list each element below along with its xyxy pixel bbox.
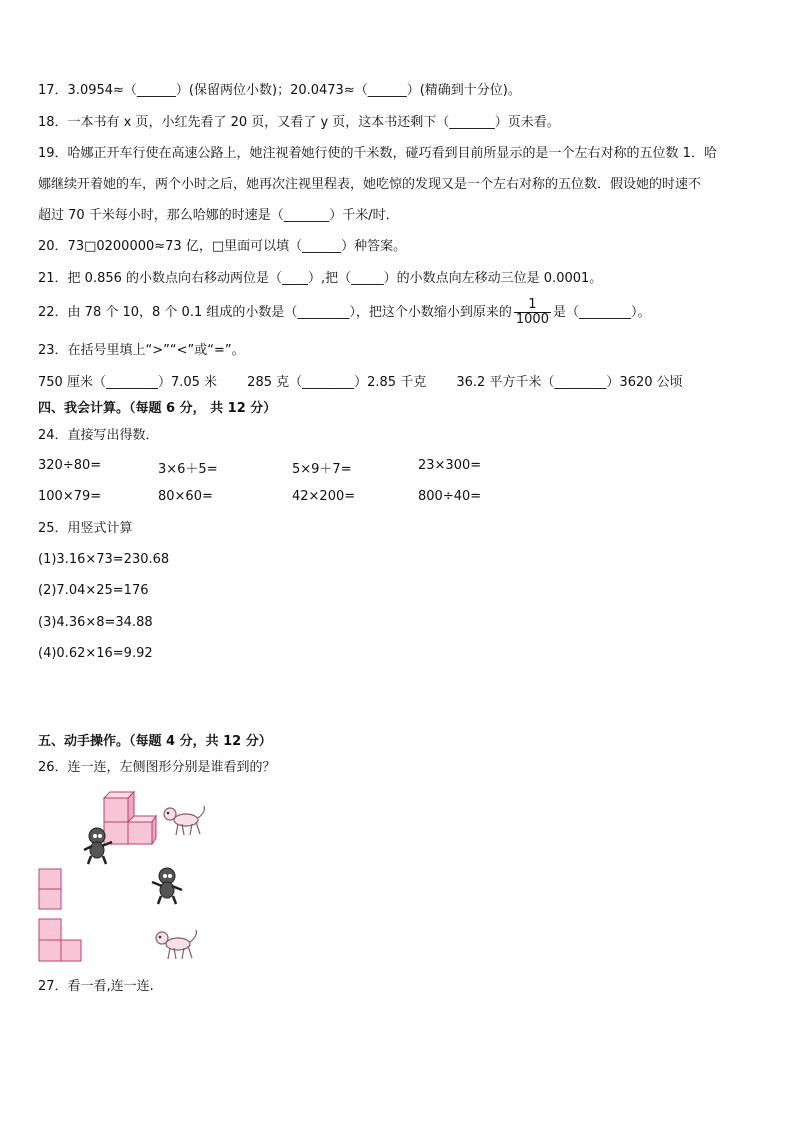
dog-icon [152, 926, 200, 962]
compare-item-1: 750 厘米（________）7.05 米 [38, 375, 218, 390]
dog-icon [160, 802, 208, 838]
calc-1: 320÷80= [38, 458, 102, 473]
vertical-calc-2: (2)7.04×25=176 [38, 583, 149, 598]
question-22-before: 22．由 78 个 10，8 个 0.1 组成的小数是（________），把这个小数缩小到原来的 [38, 305, 512, 320]
section-4-heading: 四、我会计算。（每题 6 分， 共 12 分） [38, 401, 277, 416]
question-17: 17．3.0954≈（______）(保留两位小数)；20.0473≈（______）(精确到十分位)。 [38, 83, 521, 98]
calc-3: 5×9＋7= [292, 462, 352, 477]
question-23-items [38, 374, 683, 392]
calc-6: 80×60= [158, 489, 213, 504]
vertical-calc-3: (3)4.36×8=34.88 [38, 615, 153, 630]
calc-8: 800÷40= [418, 489, 482, 504]
question-27-title: 27．看一看,连一连. [38, 979, 154, 994]
question-19-line-3: 超过 70 千米每小时，那么哈娜的时速是（_______）千米/时． [38, 208, 399, 223]
calc-7: 42×200= [292, 489, 356, 504]
calc-5: 100×79= [38, 489, 102, 504]
section-5-heading: 五、动手操作。（每题 4 分，共 12 分） [38, 734, 272, 749]
compare-item-2: 285 克（________）2.85 千克 [247, 375, 427, 390]
monkey-icon [82, 826, 116, 866]
calc-2: 3×6＋5= [158, 462, 218, 477]
compare-item-3: 36.2 平方千米（________）3620 公顷 [456, 375, 683, 390]
question-19-line-1: 19．哈娜正开车行使在高速公路上，她注视着她行使的千米数，碰巧看到目前所显示的是一个左右对称的五位数 1．哈 [38, 146, 717, 161]
vertical-calc-1: (1)3.16×73=230.68 [38, 552, 170, 567]
question-18: 18．一本书有 x 页，小红先看了 20 页，又看了 y 页，这本书还剩下（_______）页未看。 [38, 115, 560, 130]
question-26-title: 26．连一连，左侧图形分别是谁看到的？ [38, 760, 276, 775]
fraction-numerator: 1 [514, 298, 551, 313]
question-22-after: 是（________）。 [552, 305, 651, 320]
question-22 [38, 297, 650, 329]
question-24-title: 24．直接写出得数． [38, 428, 159, 443]
fraction-denominator: 1000 [515, 312, 549, 327]
question-21: 21．把 0.856 的小数点向右移动两位是（____）,把（_____）的小数点向左移动三位是 0.0001。 [38, 271, 603, 286]
view-figure-2 [38, 918, 84, 964]
question-19-line-2: 娜继续开着她的车，两个小时之后，她再次注视里程表，她吃惊的发现又是一个左右对称的五位数．假设她的时速不 [38, 177, 702, 192]
fraction [514, 298, 551, 327]
question-25-title: 25．用竖式计算 [38, 521, 133, 536]
question-20: 20．73□0200000≈73 亿，□里面可以填（______）种答案。 [38, 239, 407, 254]
monkey-icon [150, 866, 184, 906]
view-figure-1 [38, 868, 64, 912]
calc-4: 23×300= [418, 458, 482, 473]
question-23-title: 23．在括号里填上“>”“<”或“=”。 [38, 343, 245, 358]
vertical-calc-4: (4)0.62×16=9.92 [38, 646, 153, 661]
